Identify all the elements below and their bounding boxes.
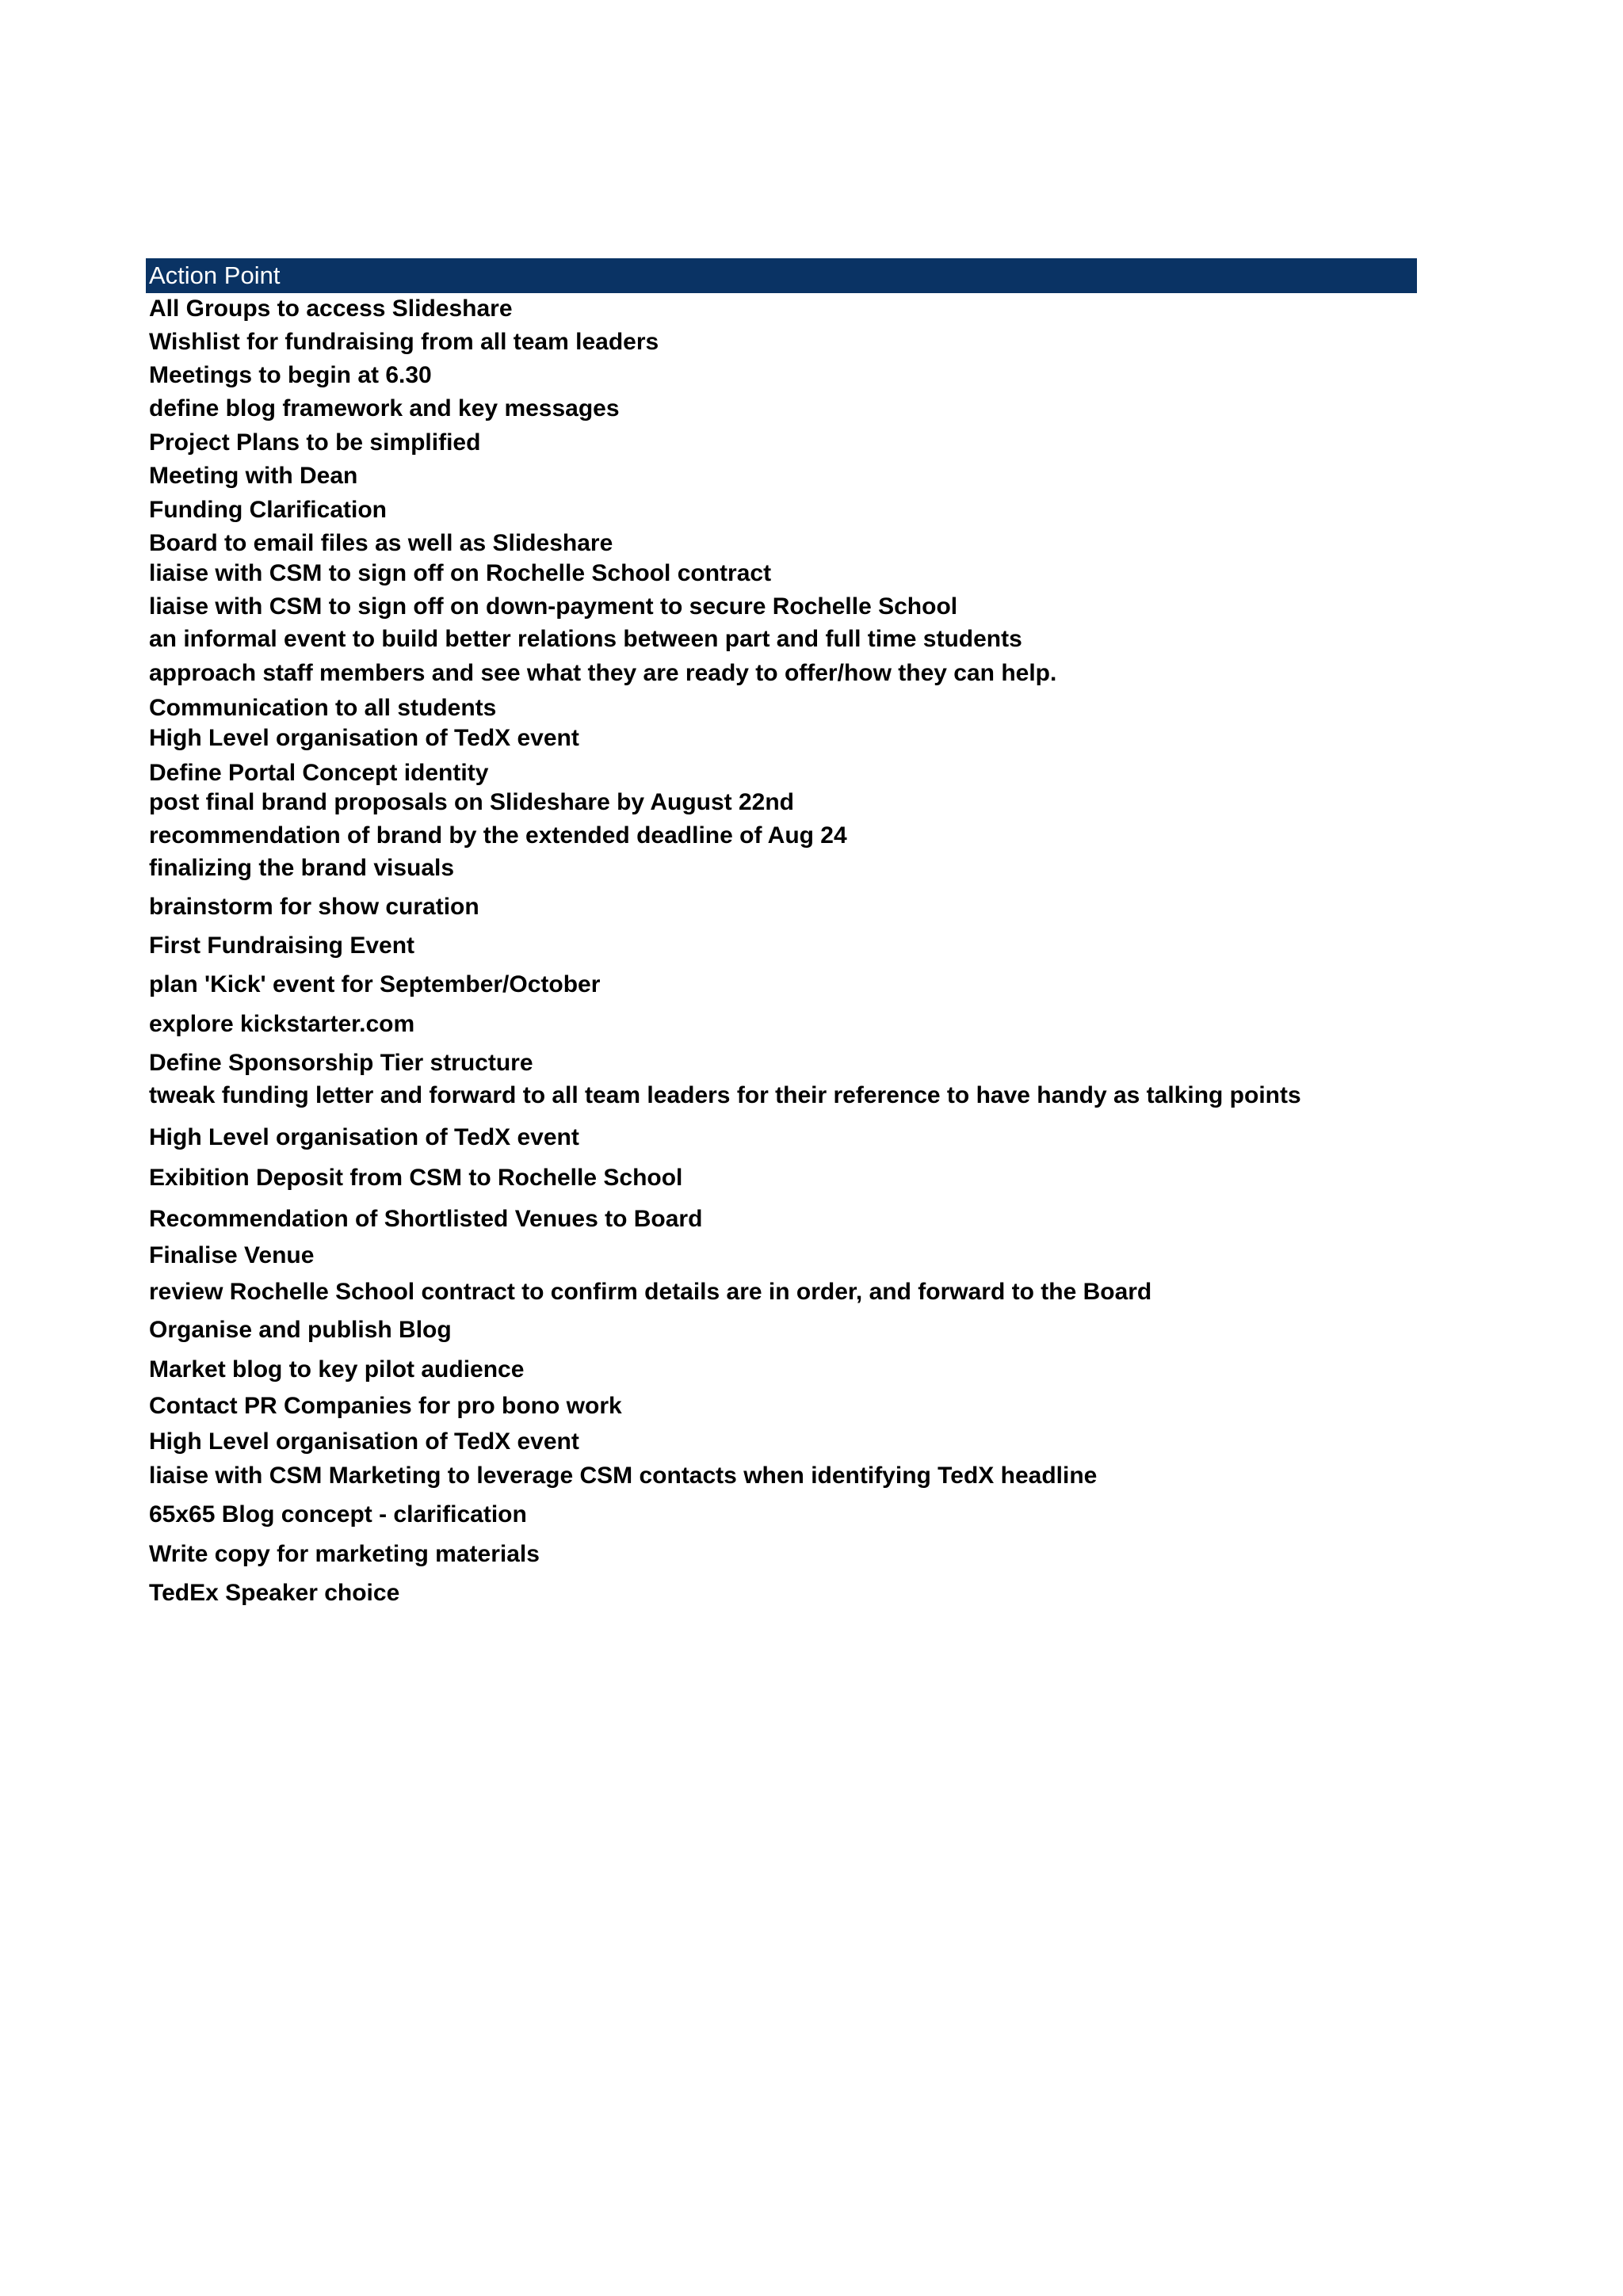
table-row: Meeting with Dean xyxy=(149,463,358,489)
table-row: Meetings to begin at 6.30 xyxy=(149,362,432,388)
table-row: liaise with CSM to sign off on Rochelle School contract xyxy=(149,560,772,586)
table-row: High Level organisation of TedX event xyxy=(149,725,579,751)
table-row: Write copy for marketing materials xyxy=(149,1541,540,1567)
table-row: approach staff members and see what they are ready to offer/how they can help. xyxy=(149,660,1057,686)
table-row: High Level organisation of TedX event xyxy=(149,1124,579,1150)
table-row: recommendation of brand by the extended deadline of Aug 24 xyxy=(149,822,847,849)
table-row: Define Portal Concept identity xyxy=(149,760,489,786)
table-row: post final brand proposals on Slideshare by August 22nd xyxy=(149,789,794,815)
table-row: TedEx Speaker choice xyxy=(149,1580,400,1606)
table-row: Wishlist for fundraising from all team leaders xyxy=(149,329,659,355)
table-row: Finalise Venue xyxy=(149,1242,315,1268)
table-row: Define Sponsorship Tier structure xyxy=(149,1050,533,1076)
table-row: explore kickstarter.com xyxy=(149,1011,415,1037)
table-row: define blog framework and key messages xyxy=(149,395,620,421)
action-point-table xyxy=(146,258,1417,1606)
table-row: Board to email files as well as Slideshare xyxy=(149,530,613,556)
table-row: First Fundraising Event xyxy=(149,933,415,959)
table-row: All Groups to access Slideshare xyxy=(149,296,513,322)
table-row: Market blog to key pilot audience xyxy=(149,1356,525,1383)
table-row: Organise and publish Blog xyxy=(149,1317,452,1343)
table-row: Exibition Deposit from CSM to Rochelle School xyxy=(149,1165,683,1191)
table-row: plan 'Kick' event for September/October xyxy=(149,971,601,997)
table-row: finalizing the brand visuals xyxy=(149,855,455,881)
table-row: liaise with CSM Marketing to leverage CSM contacts when identifying TedX headline xyxy=(149,1463,1098,1489)
table-header-action-point: Action Point xyxy=(146,258,1417,293)
table-row: 65x65 Blog concept - clarification xyxy=(149,1501,527,1527)
table-row: High Level organisation of TedX event xyxy=(149,1428,579,1455)
table-row: Contact PR Companies for pro bono work xyxy=(149,1393,622,1419)
table-row: tweak funding letter and forward to all team leaders for their reference to have handy as talking points xyxy=(149,1082,1301,1108)
table-row: Funding Clarification xyxy=(149,497,387,523)
table-row: brainstorm for show curation xyxy=(149,894,479,920)
table-row: review Rochelle School contract to confirm details are in order, and forward to the Board xyxy=(149,1279,1152,1305)
table-row: Recommendation of Shortlisted Venues to Board xyxy=(149,1206,703,1232)
table-row: Communication to all students xyxy=(149,695,497,721)
table-row: an informal event to build better relations between part and full time students xyxy=(149,626,1022,652)
table-row: Project Plans to be simplified xyxy=(149,429,481,456)
table-row: liaise with CSM to sign off on down-payment to secure Rochelle School xyxy=(149,593,958,620)
